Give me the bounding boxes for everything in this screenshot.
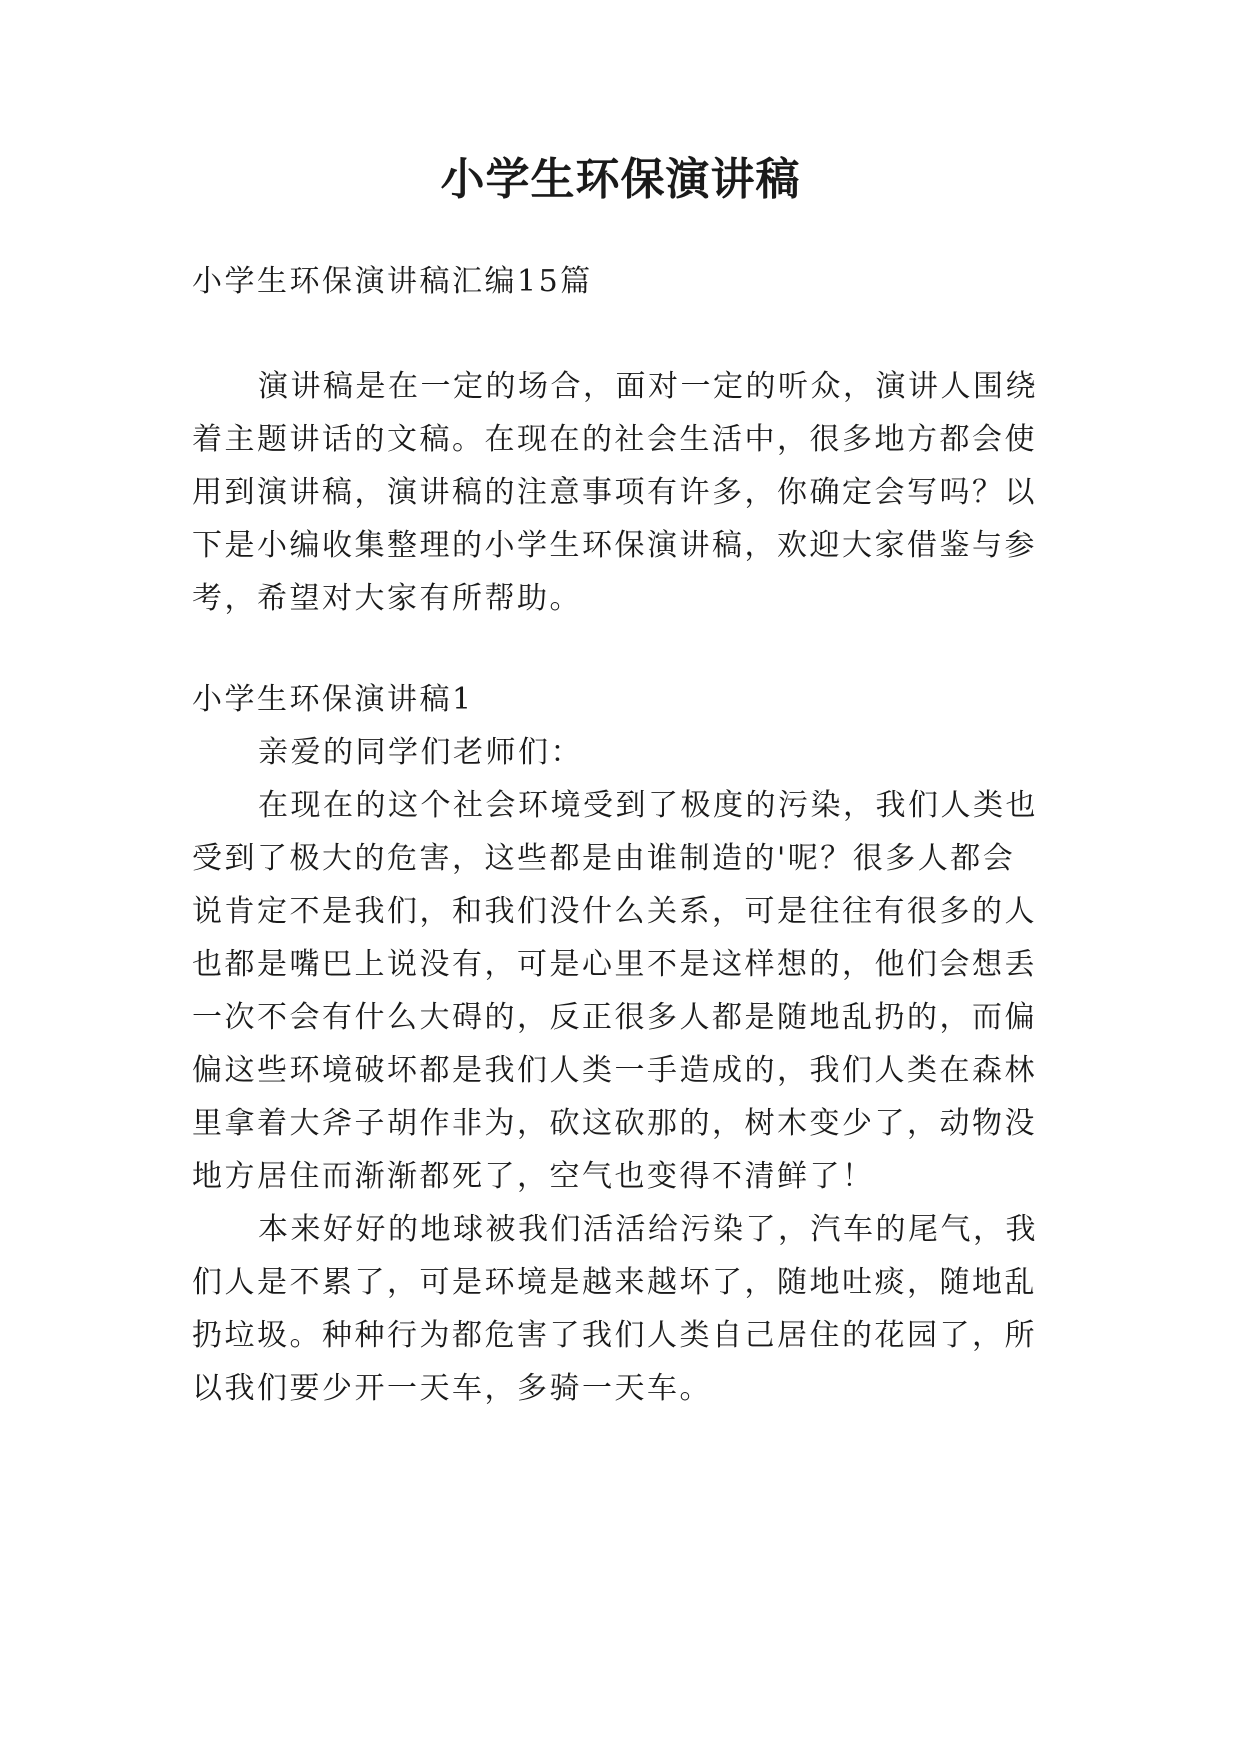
paragraph-line: 说肯定不是我们，和我们没什么关系，可是往往有很多的人 <box>192 894 1037 929</box>
paragraph-line: 也都是嘴巴上说没有，可是心里不是这样想的，他们会想丢 <box>192 947 1037 982</box>
intro-line: 演讲稿是在一定的场合，面对一定的听众，演讲人围绕 <box>258 369 1038 404</box>
paragraph-line: 地方居住而渐渐都死了，空气也变得不清鲜了！ <box>192 1159 875 1194</box>
intro-line: 考，希望对大家有所帮助。 <box>192 581 582 616</box>
paragraph-line: 受到了极大的危害，这些都是由谁制造的'呢？很多人都会 <box>192 841 1016 876</box>
document-title: 小学生环保演讲稿 <box>440 154 801 205</box>
paragraph-line: 里拿着大斧子胡作非为，砍这砍那的，树木变少了，动物没 <box>192 1106 1037 1141</box>
paragraph-line: 在现在的这个社会环境受到了极度的污染，我们人类也 <box>258 788 1038 823</box>
paragraph-line: 本来好好的地球被我们活活给污染了，汽车的尾气，我 <box>258 1212 1038 1247</box>
paragraph-line: 一次不会有什么大碍的，反正很多人都是随地乱扔的，而偏 <box>192 1000 1037 1035</box>
document-subtitle: 小学生环保演讲稿汇编15篇 <box>192 264 593 299</box>
intro-line: 用到演讲稿，演讲稿的注意事项有许多，你确定会写吗？以 <box>192 475 1037 510</box>
paragraph-line: 以我们要少开一天车，多骑一天车。 <box>192 1371 712 1406</box>
intro-line: 着主题讲话的文稿。在现在的社会生活中，很多地方都会使 <box>192 422 1037 457</box>
section-heading: 小学生环保演讲稿1 <box>192 682 474 717</box>
paragraph-line: 偏这些环境破坏都是我们人类一手造成的，我们人类在森林 <box>192 1053 1037 1088</box>
intro-line: 下是小编收集整理的小学生环保演讲稿，欢迎大家借鉴与参 <box>192 528 1037 563</box>
paragraph-line: 扔垃圾。种种行为都危害了我们人类自己居住的花园了，所 <box>192 1318 1037 1353</box>
greeting: 亲爱的同学们老师们： <box>258 735 583 770</box>
paragraph-line: 们人是不累了，可是环境是越来越坏了，随地吐痰，随地乱 <box>192 1265 1037 1300</box>
